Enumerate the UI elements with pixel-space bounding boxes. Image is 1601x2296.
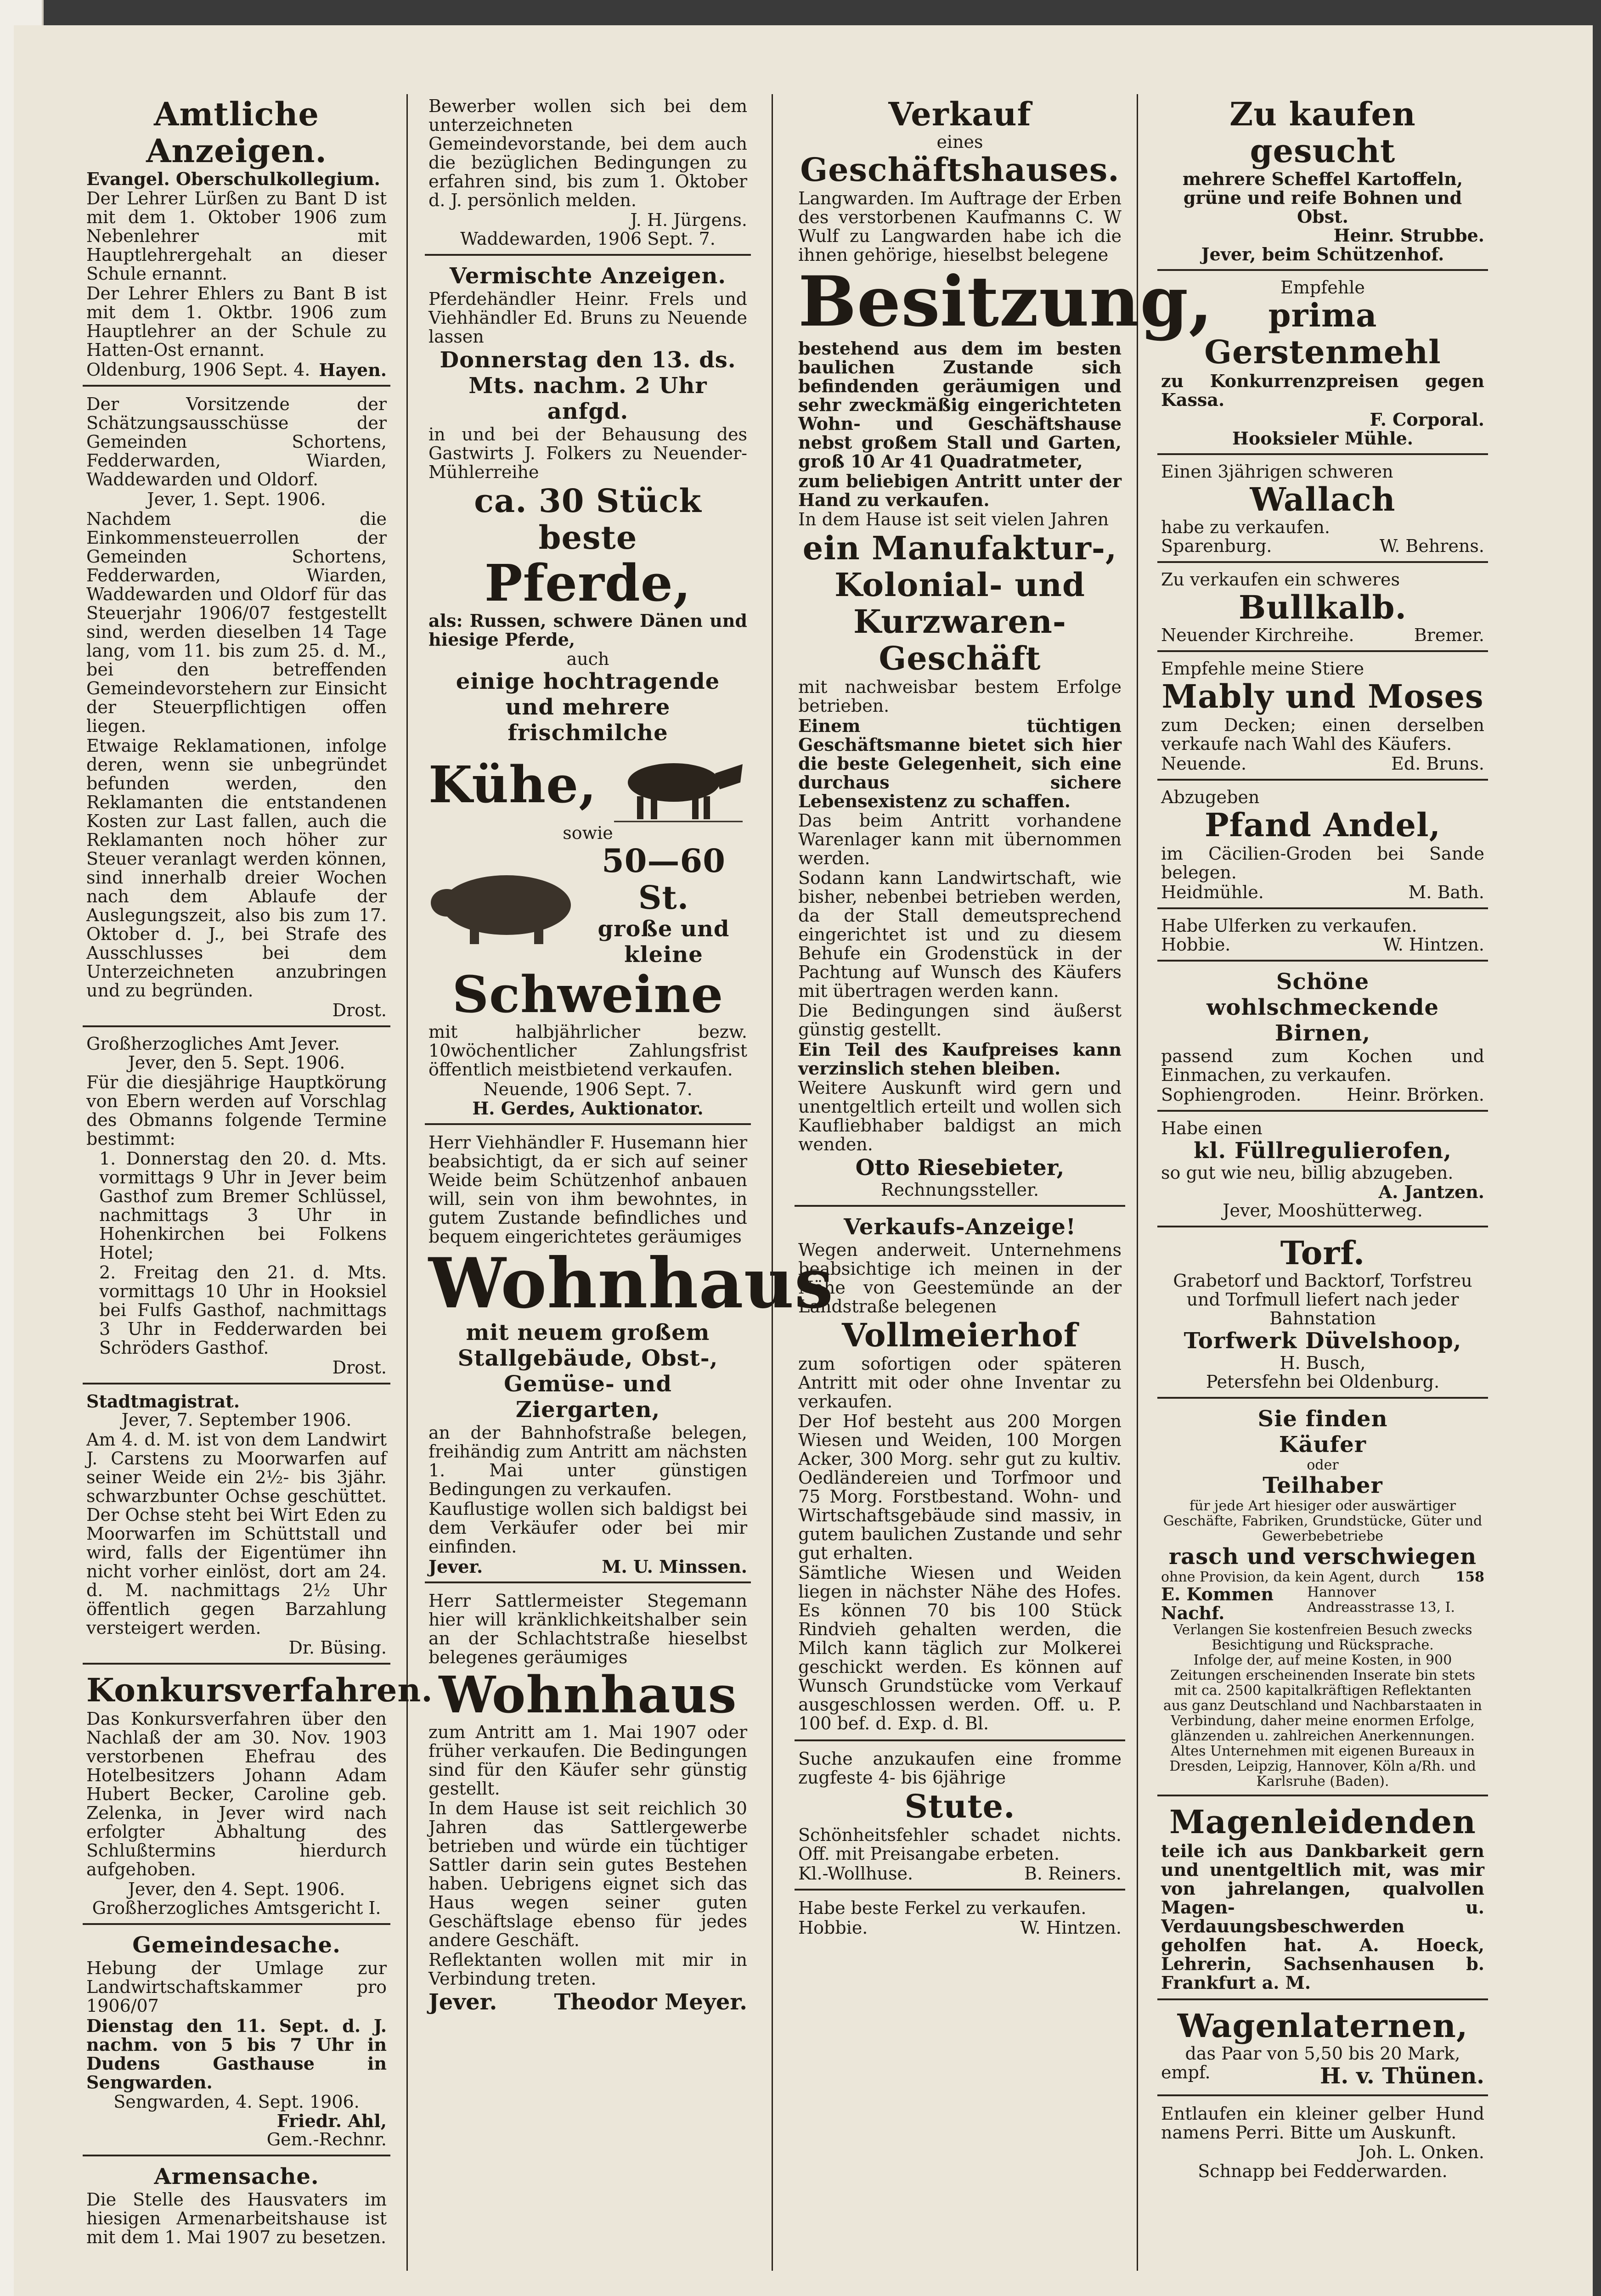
ad-signature: Bremer.	[1414, 625, 1484, 645]
ad-text: an der Bahnhofstraße belegen, freihändig zum Antritt am nächsten 1. Mai unter günstigen Bedingungen zu verkaufen.	[428, 1423, 747, 1499]
ad-headline: Pferde,	[484, 553, 692, 613]
ad-headline: Teilhaber	[1263, 1473, 1383, 1498]
ad-date: Sengwarden, 4. Sept. 1906.	[113, 2092, 360, 2112]
ad-signature: Dr. Büsing.	[288, 1638, 387, 1658]
ad-headline: Bullkalb.	[1238, 588, 1407, 626]
ad-text: Dienstag den 11. Sept. d. J. nachm. von 5 bis 7 Uhr in Dudens Gasthause in Sengwarden.	[86, 2015, 387, 2093]
ad-text: Weitere Auskunft wird gern und unentgeltlich erteilt und wollen sich Kaufliebhaber baldigst an mich wenden.	[798, 1078, 1122, 1154]
ad-pfand-andel	[1157, 786, 1488, 909]
ad-text: Nachdem die Einkommensteuerrollen der Gemeinden Schortens, Fedderwarden, Wiarden, Waddewarden und Oldorf für das Steuerjahr 1906/07 festgestellt sind, werden dieselben 14 Tage lang, vom 11. bis zum 25. d. M., bei den betreffenden Gemeindevorstehern zur Einsicht der Steuerpflichtigen offen liegen.	[86, 509, 387, 736]
ad-text: zu Konkurrenzpreisen gegen Kassa.	[1161, 371, 1484, 410]
ad-stadtmagistrat	[83, 1390, 390, 1665]
ad-headline: Schöne wohlschmeckende Birnen,	[1206, 969, 1439, 1046]
ad-subhead: ein Manufaktur-, Kolonial- und Kurzwaren-Geschäft	[802, 529, 1117, 677]
ad-heading: Stadtmagistrat.	[86, 1391, 240, 1412]
ad-place: Sparenburg.	[1161, 536, 1272, 556]
ad-kommen-nachf	[1157, 1404, 1488, 1796]
ad-text: Wegen anderweit. Unternehmens beabsichtige ich meinen in der Nähe von Geestemünde an der Landstraße belegenen	[798, 1240, 1122, 1317]
ad-date: Jever, den 4. Sept. 1906.	[128, 1879, 345, 1899]
ad-headline: Magenleidenden	[1169, 1803, 1476, 1841]
ad-magenleidenden	[1157, 1802, 1488, 2000]
ad-text: Zu verkaufen ein schweres	[1161, 569, 1400, 590]
ad-place: Sophiengroden.	[1161, 1085, 1302, 1105]
ad-text: Empfehle meine Stiere	[1161, 658, 1364, 679]
ad-headline: Torf.	[1280, 1234, 1365, 1272]
ad-text: Das beim Antritt vorhandene Warenlager kann mit übernommen werden.	[798, 810, 1122, 868]
ad-text: das Paar von 5,50 bis 20 Mark,	[1185, 2043, 1460, 2064]
ad-text: Langwarden. Im Auftrage der Erben des verstorbenen Kaufmanns C. W Wulf zu Langwarden habe ich die ihnen gehörige, hieselbst belegene	[798, 188, 1122, 265]
ad-signature: Drost.	[332, 1000, 387, 1020]
pig-illustration	[428, 864, 580, 946]
ad-signature: F. Corporal.	[1370, 409, 1484, 430]
ad-text: im Cäcilien-Groden bei Sande belegen.	[1161, 844, 1484, 883]
ad-date: Jever, den 5. Sept. 1906.	[128, 1052, 345, 1073]
ad-signature: W. Behrens.	[1379, 536, 1484, 556]
ad-text: so gut wie neu, billig abzugeben.	[1161, 1163, 1454, 1183]
ad-place: Neuende.	[1161, 754, 1247, 774]
ad-text: als: Russen, schwere Dänen und hiesige Pferde,	[428, 610, 747, 650]
ad-wagenlaternen	[1157, 2006, 1488, 2096]
ad-place: Jever, beim Schützenhof.	[1201, 244, 1444, 264]
ad-amt-jever	[83, 1033, 390, 1384]
ad-signature: J. H. Jürgens.	[630, 210, 747, 230]
ad-headline: Armensache.	[154, 2164, 319, 2189]
ad-text: auch	[566, 649, 609, 669]
ad-headline: Schweine	[452, 965, 724, 1024]
ad-text: Habe einen	[1161, 1118, 1263, 1138]
cow-illustration	[609, 746, 747, 824]
ad-text: Habe beste Ferkel zu verkaufen.	[798, 1898, 1087, 1918]
ad-headline: Wohnhaus	[428, 1243, 834, 1324]
ad-address: Hannover Andreasstrasse 13, I.	[1307, 1584, 1455, 1615]
ad-text: Infolge der, auf meine Kosten, in 900 Zeitungen erscheinenden Inserate bin stets mit ca. 2500 kapitalkräftigen Reflektanten aus ganz Deutschland und Nachbarstaaten in Verbindung, daher meine enormen Erfolge, glänzenden u. zahlreichen Anerkennungen.	[1163, 1652, 1482, 1744]
ad-place: Hobbie.	[798, 1918, 868, 1938]
ad-date: Oldenburg, 1906 Sept. 4.	[86, 360, 310, 380]
ad-place: Heidmühle.	[1161, 882, 1264, 902]
ad-text: zum beliebigen Antritt unter der Hand zu verkaufen.	[798, 471, 1122, 510]
ad-text: Altes Unternehmen mit eigenen Bureaux in Dresden, Leipzig, Hannover, Köln a/Rh. und Karlsruhe (Baden).	[1169, 1743, 1476, 1790]
ad-signature: Friedr. Ahl,	[276, 2110, 387, 2131]
ad-signature: H. v. Thünen.	[1320, 2063, 1484, 2089]
ad-date: Jever, 7. September 1906.	[121, 1410, 352, 1430]
ad-heading: Evangel. Oberschulkollegium.	[86, 169, 380, 189]
column-rule	[406, 94, 408, 2271]
ad-wohnhaus-husemann	[425, 1131, 834, 1583]
ad-place: Kl.-Wollhuse.	[798, 1863, 913, 1884]
ad-signature: Otto Riesebieter,	[855, 1155, 1065, 1181]
ad-text: Herr Viehhändler F. Husemann hier beabsichtigt, da er sich auf seiner Weide beim Schützenhof anbauen will, sein von ihm bewohntes, in gutem Zustande befindliches und bequem eingerichtetes geräumiges	[428, 1132, 747, 1247]
ad-signature: A. Jantzen.	[1378, 1182, 1484, 1202]
ad-text: empf.	[1161, 2062, 1211, 2082]
ad-subhead: Torfwerk Düvelshoop,	[1184, 1328, 1462, 1354]
ad-viehauktion	[425, 261, 751, 1125]
ad-wallach	[1157, 461, 1488, 563]
ad-text: Der Lehrer Ehlers zu Bant B ist mit dem 1. Oktbr. 1906 zum Hauptlehrer an der Schule zu Hatten-Ost ernannt.	[86, 283, 387, 360]
ad-text: mit halbjährlicher bezw. 10wöchentlicher Zahlungsfrist öffentlich meistbietend verkaufen.	[428, 1022, 747, 1080]
ad-headline: Zu kaufen gesucht	[1229, 95, 1416, 170]
ad-text: Entlaufen ein kleiner gelber Hund namens Perri. Bitte um Auskunft.	[1161, 2104, 1484, 2143]
column-rule	[772, 94, 773, 2271]
ad-signature: Großherzogliches Amtsgericht I.	[92, 1898, 381, 1918]
ad-list-item: 2. Freitag den 21. d. Mts. vormittags 10 Uhr in Hooksiel bei Fulfs Gasthof, nachmittags 3 Uhr in Fedderwarden bei Schröders Gasthof.	[99, 1262, 387, 1358]
ad-signature: H. Busch,	[1280, 1353, 1366, 1373]
ad-text: Hebung der Umlage zur Landwirtschaftskammer pro 1906/07	[86, 1958, 387, 2016]
ad-text: Verlangen Sie kostenfreien Besuch zwecks Besichtigung und Rücksprache.	[1173, 1622, 1472, 1653]
ad-place: Jever.	[428, 1556, 483, 1577]
ad-text: Ein Teil des Kaufpreises kann verzinslich stehen bleiben.	[798, 1039, 1122, 1079]
ad-text: Habe Ulferken zu verkaufen.	[1161, 916, 1417, 936]
ad-text: für jede Art hiesiger oder auswärtiger Geschäfte, Fabriken, Grundstücke, Güter und Gewerbebetriebe	[1163, 1498, 1483, 1544]
ad-ulferken	[1157, 915, 1488, 962]
ad-headline: prima Gerstenmehl	[1204, 296, 1441, 371]
ad-text: Kauflustige wollen sich baldigst bei dem Verkäufer oder bei mir einfinden.	[428, 1499, 747, 1557]
ad-text: In dem Hause ist seit reichlich 30 Jahren das Sattlergewerbe betrieben und würde ein tüchtiger Sattler darin sein gutes Bestehen haben. Uebrigens eignet sich das Haus wegen seiner guten Geschäftslage ebenso für jedes andere Geschäft.	[428, 1798, 747, 1950]
ad-text: Herr Sattlermeister Stegemann hier will kränklichkeitshalber sein an der Schlachtstraße hieselbst belegenes geräumiges	[428, 1591, 747, 1667]
ad-headline: Käufer	[1279, 1432, 1367, 1458]
ad-headline: Stute.	[904, 1787, 1015, 1825]
ad-subhead: einige hochtragende und mehrere frischmilche	[456, 669, 720, 746]
ad-signature: B. Reiners.	[1024, 1863, 1122, 1884]
ad-text: Einem tüchtigen Geschäftsmanne bietet sich hier die beste Gelegenheit, sich eine durchaus sichere Lebensexistenz zu schaffen.	[798, 715, 1122, 811]
ad-schaetzungsausschuss	[83, 392, 390, 1027]
ad-text: mit nachweisbar bestem Erfolge betrieben.	[798, 677, 1122, 716]
ad-headline: Kühe,	[428, 755, 597, 814]
ad-signature: M. Bath.	[1408, 882, 1484, 902]
ad-text: Das Konkursverfahren über den Nachlaß der am 30. Nov. 1903 verstorbenen Ehefrau des Hotelbesitzers Johann Adam Hubert Becker, Caroline geb. Zelenka, in Jever wird nach erfolgter Abhaltung des Schlußtermins hierdurch aufgehoben.	[86, 1709, 387, 1880]
ad-subhead: große und kleine	[598, 916, 730, 968]
ad-signature: Heinr. Strubbe.	[1333, 225, 1484, 246]
ad-signature: Heinr. Brörken.	[1347, 1085, 1484, 1105]
ad-headline: Wohnhaus	[439, 1665, 737, 1724]
ad-place: Jever, Mooshütterweg.	[1223, 1200, 1423, 1221]
ad-text: Empfehle	[1280, 277, 1365, 298]
column-rule	[1137, 94, 1138, 2271]
ad-place: Jever.	[428, 1989, 497, 2015]
ad-headline: Pfand Andel,	[1205, 806, 1441, 844]
ad-headline: Verkaufs-Anzeige!	[844, 1214, 1076, 1240]
ad-place: Schnapp bei Fedderwarden.	[1198, 2161, 1448, 2181]
ad-text: Schönheitsfehler schadet nichts. Off. mit Preisangabe erbeten.	[798, 1825, 1122, 1864]
ad-text: sowie	[563, 823, 613, 843]
ad-fuellregulierofen	[1157, 1117, 1488, 1227]
ad-headline: ca. 30 Stück beste	[474, 482, 702, 557]
ad-text: Der Hof besteht aus 200 Morgen Wiesen und Weiden, 100 Morgen Acker, 300 Morg. sehr gut zu kultiv. Oedländereien und Torfmoor und 75 Morg. Forstbestand. Wohn- und Wirtschaftsgebäude sind massiv, in gutem baulichen Zustande und sehr gut erhalten.	[798, 1411, 1122, 1563]
ad-place: Petersfehn bei Oldenburg.	[1206, 1372, 1440, 1392]
ad-headline: Sie finden	[1257, 1406, 1388, 1432]
ad-text: Für die diesjährige Hauptkörung von Ebern werden auf Vorschlag des Obmanns folgende Termine bestimmt:	[86, 1072, 387, 1149]
ad-signature: Rechnungssteller.	[880, 1180, 1039, 1200]
ad-text: Pferdehändler Heinr. Frels und Viehhändler Ed. Bruns zu Neuende lassen	[428, 289, 747, 347]
ad-signature: Drost.	[332, 1357, 387, 1378]
ad-text: Die Stelle des Hausvaters im hiesigen Armenarbeitshause ist mit dem 1. Mai 1907 zu besetzen.	[86, 2189, 387, 2247]
ad-wohnhaus-stegemann	[425, 1589, 751, 2020]
ad-signature: W. Hintzen.	[1383, 934, 1484, 955]
ad-text: in und bei der Behausung des Gastwirts J. Folkers zu Neuender-Mühlerreihe	[428, 424, 747, 482]
ad-headline: kl. Füllregulierofen,	[1194, 1138, 1452, 1164]
ad-text: ohne Provision, da kein Agent, durch	[1161, 1569, 1420, 1585]
ad-bullkalb	[1157, 568, 1488, 652]
ad-signature: M. U. Minssen.	[602, 1556, 747, 1577]
ad-ferkel	[795, 1896, 1125, 1943]
ad-headline: Geschäftshauses.	[800, 151, 1120, 189]
ad-text: Sämtliche Wiesen und Weiden liegen in nächster Nähe des Hofes. Es können 70 bis 100 Stück Rindvieh gehalten werden, die Milch kann täglich zur Molkerei geschickt werden. Es können auf Wunsch Grundstücke vom Verkauf ausgeschlossen werden. Off. u. P. 100 bef. d. Exp. d. Bl.	[798, 1563, 1122, 1733]
ad-gemeindesache	[83, 1930, 390, 2156]
ad-headline: Mably und Moses	[1161, 677, 1484, 715]
ad-konkursverfahren	[83, 1670, 433, 1925]
ad-text: Der Lehrer Lürßen zu Bant D ist mit dem 1. Oktober 1906 zum Nebenlehrer mit Hauptlehrergehalt an dieser Schule ernannt.	[86, 188, 387, 284]
ad-entlaufen	[1157, 2102, 1488, 2186]
ad-text: Suche anzukaufen eine fromme zugfeste 4- bis 6jährige	[798, 1749, 1122, 1788]
ad-date: Waddewarden, 1906 Sept. 7.	[460, 229, 716, 249]
ad-zu-kaufen-gesucht	[1157, 94, 1488, 271]
ad-bewerber	[425, 94, 751, 256]
ad-place: Hooksieler Mühle.	[1232, 428, 1413, 449]
ad-text: Sodann kann Landwirtschaft, wie bisher, nebenbei betrieben werden, da der Stall demeutsprechend eingerichtet ist und zu diesem Behufe ein Grodenstück in der Pachtung auf Wunsch des Käufers mit übertragen werden kann.	[798, 868, 1122, 1001]
ad-birnen	[1157, 967, 1488, 1112]
ad-headline: Vollmeierhof	[841, 1316, 1078, 1354]
ad-text: Der Vorsitzende der Schätzungsausschüsse der Gemeinden Schortens, Fedderwarden, Wiarden, Waddewarden und Oldorf.	[86, 394, 387, 490]
ad-text: Reflektanten wollen mit mir in Verbindung treten.	[428, 1950, 747, 1989]
ad-headline: Wallach	[1250, 480, 1396, 518]
ad-firm: E. Kommen Nachf.	[1161, 1584, 1274, 1623]
ad-signature: Theodor Meyer.	[554, 1989, 747, 2015]
ad-subhead: mit neuem großem Stallgebäude, Obst-, Gemüse- und Ziergarten,	[457, 1320, 718, 1423]
ad-signature: W. Hintzen.	[1020, 1918, 1122, 1938]
ad-armensache	[83, 2162, 390, 2253]
ad-text: bestehend aus dem im besten baulichen Zustande sich befindenden geräumigen und sehr zweckmäßig eingerichteten Wohn- und Geschäftshause nebst großem Stall und Garten, groß 10 Ar 41 Quadratmeter,	[798, 338, 1122, 472]
ad-text: passend zum Kochen und Einmachen, zu verkaufen.	[1161, 1046, 1484, 1085]
ad-date: Neuende, 1906 Sept. 7.	[483, 1079, 693, 1099]
ad-text: oder	[1307, 1457, 1339, 1473]
ad-heading: Großherzogliches Amt Jever.	[86, 1034, 340, 1054]
ad-place: Neuender Kirchreihe.	[1161, 625, 1354, 645]
ad-subhead: rasch und verschwiegen	[1168, 1544, 1477, 1570]
ad-text: habe zu verkaufen.	[1161, 517, 1330, 537]
column-4	[1157, 94, 1488, 2294]
ad-text: Etwaige Reklamationen, infolge deren, wenn sie unbegründet befunden werden, den Reklamanten die entstandenen Kosten zur Last fallen, auch die Reklamanten noch höher zur Steuer veranlagt werden können, sind innerhalb dreier Wochen nach dem Ablaufe der Auslegungszeit, also bis zum 17. Oktober d. J., bei Strafe des Ausschlusses bei dem Unterzeichneten anzubringen und zu begründen.	[86, 736, 387, 1001]
ad-text: zum sofortigen oder späteren Antritt mit oder ohne Inventar zu verkaufen.	[798, 1354, 1122, 1412]
ad-date: Jever, 1. Sept. 1906.	[147, 489, 326, 509]
ad-text: mehrere Scheffel Kartoffeln, grüne und reife Bohnen und Obst.	[1182, 169, 1463, 227]
ad-signature: H. Gerdes, Auktionator.	[472, 1098, 704, 1119]
ad-signature: Hayen.	[319, 360, 387, 380]
ad-text: Am 4. d. M. ist von dem Landwirt J. Carstens zu Moorwarfen auf seiner Weide ein 2½- bis 3jähr. schwarzbunter Ochse geschüttet. Der Ochse steht bei Wirt Eden zu Moorwarfen im Schüttstall und wird, falls der Eigentümer ihn nicht vorher einlöst, dort am 24. d. M. nachmittags 2½ Uhr öffentlich gegen Barzahlung versteigert werden.	[86, 1429, 387, 1638]
ad-date-line: Donnerstag den 13. ds. Mts. nachm. 2 Uhr anfgd.	[440, 347, 736, 424]
ad-text: zum Decken; einen derselben verkaufe nach Wahl des Käufers.	[1161, 715, 1484, 754]
ad-headline: Wagenlaternen,	[1177, 2007, 1468, 2045]
ad-headline: Verkauf	[888, 95, 1032, 133]
ad-signature: Ed. Bruns.	[1391, 754, 1484, 774]
ad-stiere	[1157, 658, 1488, 781]
ad-text: eines	[936, 132, 983, 152]
ad-text: Bewerber wollen sich bei dem unterzeichneten Gemeindevorstande, bei dem auch die bezüglichen Bedingungen zu erfahren sind, bis zum 1. Oktober d. J. persönlich melden.	[428, 96, 747, 210]
ad-text: Grabetorf und Backtorf, Torfstreu und Torfmull liefert nach jeder Bahnstation	[1173, 1271, 1472, 1328]
ad-headline: Konkursverfahren.	[86, 1671, 433, 1709]
ad-text: Abzugeben	[1161, 787, 1260, 807]
section-title: Amtliche Anzeigen.	[146, 95, 327, 170]
ad-text: Die Bedingungen sind äußerst günstig gestellt.	[798, 1001, 1122, 1040]
ad-gerstenmehl	[1157, 276, 1488, 455]
column-1	[83, 94, 433, 2294]
ad-signature: Joh. L. Onken.	[1359, 2142, 1484, 2162]
section-title: Vermischte Anzeigen.	[449, 263, 727, 289]
ad-place: Hobbie.	[1161, 934, 1231, 955]
ad-oberschulkollegium	[83, 94, 390, 387]
newspaper-page	[14, 25, 1593, 2296]
ad-torf	[1157, 1233, 1488, 1399]
ad-text: In dem Hause ist seit vielen Jahren	[798, 509, 1109, 529]
ad-number: 158	[1455, 1569, 1484, 1585]
ad-vollmeierhof	[795, 1212, 1125, 1741]
ad-text: zum Antritt am 1. Mai 1907 oder früher verkaufen. Die Bedingungen sind für den Käufer sehr günstig gestellt.	[428, 1722, 747, 1799]
ad-headline: Gemeindesache.	[132, 1932, 341, 1958]
ad-number: 50—60 St.	[602, 842, 726, 917]
ad-headline: Besitzung,	[798, 261, 1213, 342]
ad-list-item: 1. Donnerstag den 20. d. Mts. vormittags 9 Uhr in Jever beim Gasthof zum Bremer Schlüssel, nachmittags 3 Uhr in Hohenkirchen bei Folkens Hotel;	[99, 1148, 387, 1263]
ad-text: Einen 3jährigen schweren	[1161, 461, 1393, 482]
ad-text: teile ich aus Dankbarkeit gern und unentgeltlich mit, was mir von jahrelangen, qualvollen Magen- u. Verdauungsbeschwerden geholfen hat. A. Hoeck, Lehrerin, Sachsenhausen b. Frankfurt a. M.	[1161, 1840, 1484, 1993]
ad-stute	[795, 1747, 1125, 1891]
ad-signature: Gem.-Rechnr.	[266, 2129, 387, 2150]
